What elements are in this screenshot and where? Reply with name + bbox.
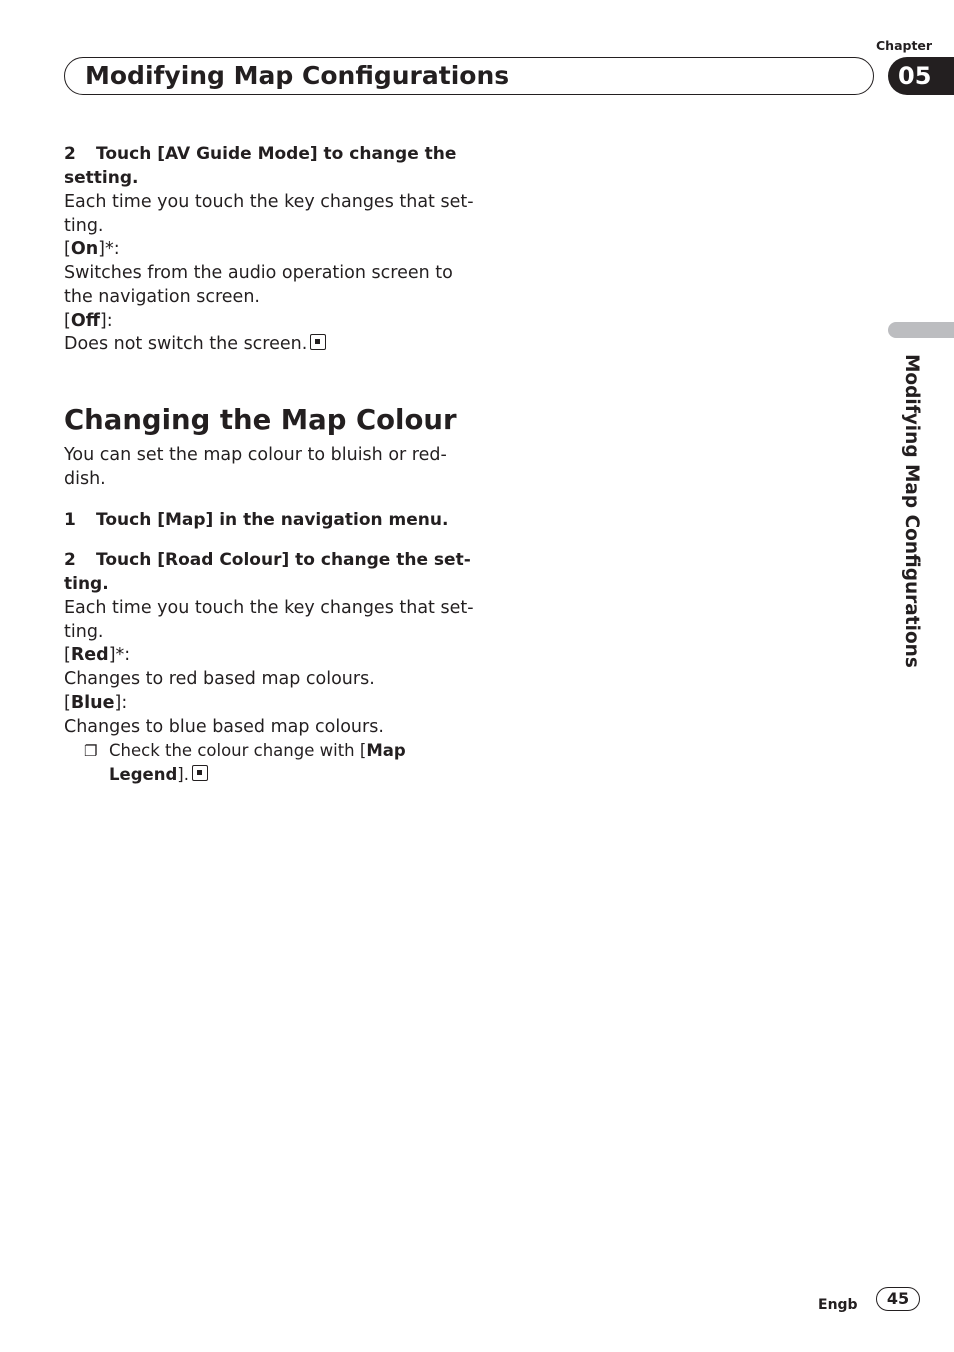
step-number: 1 — [64, 510, 76, 530]
step-text: Touch [Map] in the navigation menu. — [96, 510, 449, 530]
description-line: ting. — [64, 622, 104, 642]
option-blue-description: Changes to blue based map colours. — [64, 717, 384, 737]
option-label: Blue — [70, 693, 115, 713]
side-tab-label: Modifying Map Configurations — [901, 354, 922, 668]
page-number: 45 — [876, 1287, 920, 1311]
option-red: [Red]*: — [64, 645, 131, 665]
step-number: 2 — [64, 550, 76, 570]
chapter-number: 05 — [898, 62, 932, 90]
step-2-heading-cont: ting. — [64, 574, 109, 594]
option-label: On — [70, 239, 99, 259]
end-of-section-icon — [192, 765, 208, 781]
description-line: Each time you touch the key changes that set- — [64, 192, 474, 212]
option-label: Red — [70, 645, 109, 665]
step-2-heading-cont: setting. — [64, 168, 139, 188]
note-line: Check the colour change with [Map — [109, 741, 406, 760]
footer-language: Engb — [818, 1297, 858, 1313]
option-off-description: Does not switch the screen. — [64, 332, 326, 356]
page-title: Modifying Map Configurations — [85, 61, 510, 90]
section-title: Changing the Map Colour — [64, 404, 457, 436]
description-line: ting. — [64, 216, 104, 236]
step-1-heading — [64, 508, 448, 532]
chapter-label: Chapter — [876, 38, 933, 53]
note-line-cont: Legend]. — [109, 763, 208, 787]
note-checkbox-icon: ❐ — [84, 742, 98, 760]
step-text: Touch [AV Guide Mode] to change the — [96, 144, 457, 164]
side-tab-marker — [888, 322, 954, 338]
option-on: [On]*: — [64, 239, 120, 259]
option-on-description-cont: the navigation screen. — [64, 287, 260, 307]
intro-line: You can set the map colour to bluish or red- — [64, 445, 447, 465]
description-line: Each time you touch the key changes that set- — [64, 598, 474, 618]
step-number: 2 — [64, 144, 76, 164]
step-2-heading — [64, 548, 471, 572]
step-text: Touch [Road Colour] to change the set- — [96, 550, 471, 570]
end-of-section-icon — [310, 334, 326, 350]
step-2-heading — [64, 142, 456, 166]
option-red-description: Changes to red based map colours. — [64, 669, 375, 689]
option-blue: [Blue]: — [64, 693, 128, 713]
option-label: Off — [70, 311, 100, 331]
option-on-description: Switches from the audio operation screen to — [64, 263, 453, 283]
option-off: [Off]: — [64, 311, 113, 331]
intro-line: dish. — [64, 469, 106, 489]
